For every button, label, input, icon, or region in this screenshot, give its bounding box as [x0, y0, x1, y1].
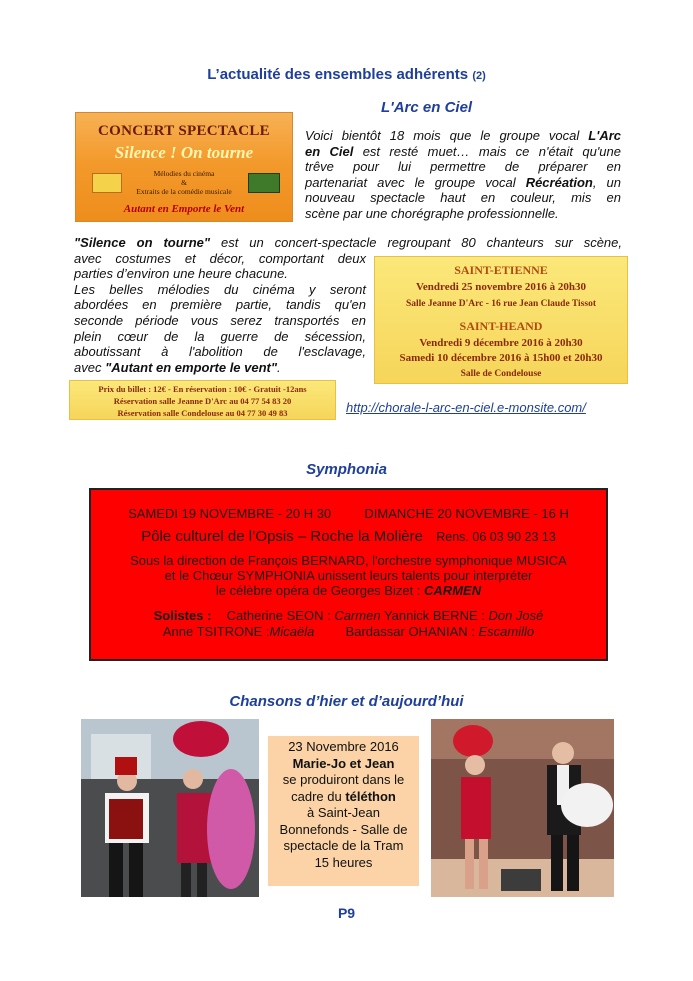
concert-poster	[75, 112, 293, 222]
info-line: à Saint-Jean	[307, 805, 380, 820]
symphonia-description	[91, 553, 606, 598]
venue-2: Salle de Condelouse	[460, 369, 542, 379]
solistes-line-1: Solistes : Catherine SEON : Carmen Yannick BERNE : Don José	[153, 608, 544, 623]
venue-1: Salle Jeanne D'Arc - 16 rue Jean Claude Tissot	[405, 299, 596, 309]
page-title	[0, 66, 693, 83]
intro-line: partenariat avec le groupe vocal Récréation, un	[305, 174, 621, 190]
intro-line: trêve pour lui permettre de préparer en	[305, 159, 621, 175]
rens-phone: Rens. 06 03 90 23 13	[436, 530, 556, 544]
body-paragraph	[74, 251, 366, 376]
intro-line: Voici bientôt 18 mois que le groupe vocal L'Arc	[305, 128, 621, 143]
desc-line: Sous la direction de François BERNARD, l'orchestre symphonique MUSICA	[130, 553, 567, 568]
poster-line-3: Extraits de la comédie musicale	[136, 187, 232, 196]
date-3: Samedi 10 décembre 2016 à 15h00 et 20h30	[399, 352, 603, 364]
page-title-suffix: (2)	[472, 70, 486, 82]
body-line: avec costumes et décor, comportant deux	[74, 250, 366, 266]
poster-headline: CONCERT SPECTACLE	[98, 123, 270, 139]
chansons-info-box	[268, 736, 419, 886]
solistes	[91, 608, 606, 640]
info-line: Bonnefonds - Salle de	[279, 821, 408, 837]
body-line: avec "Autant en emporte le vent".	[74, 359, 281, 375]
intro-line: nouveau spectacle haut en couleur, mis en	[305, 190, 621, 206]
body-line: plein cœur de la guerre de sécession,	[74, 328, 366, 344]
body-line: abordées en première partie, tandis qu'en	[74, 297, 366, 313]
poster-bottom: Autant en Emporte le Vent	[123, 203, 245, 215]
performance-photo-left	[81, 719, 259, 897]
intro-line: scène par une chorégraphe professionnelle.	[305, 205, 559, 221]
opera-name: CARMEN	[424, 583, 482, 598]
city-1: SAINT-ETIENNE	[454, 263, 548, 277]
info-line: 15 heures	[314, 854, 373, 870]
chorale-website-link[interactable]: http://chorale-l-arc-en-ciel.e-monsite.com/	[346, 400, 586, 415]
arc-intro-paragraph	[305, 128, 621, 222]
poster-line-1: Mélodies du cinéma	[153, 169, 215, 178]
venue-row	[91, 528, 606, 545]
poster-lines	[76, 169, 292, 196]
event-date: 23 Novembre 2016	[288, 739, 399, 754]
poster-subtitle: Silence ! On tourne	[114, 143, 254, 162]
date-2: Vendredi 9 décembre 2016 à 20h30	[419, 337, 583, 349]
info-line: cadre du téléthon	[291, 788, 396, 804]
reservation-line-1: Réservation salle Jeanne D'Arc au 04 77 54 83 20	[113, 396, 292, 406]
city-2: SAINT-HEAND	[459, 319, 543, 333]
symphonia-box	[89, 488, 608, 661]
info-line: spectacle de la Tram	[283, 838, 404, 853]
body-line: Les belles mélodies du cinéma y seront	[74, 281, 366, 297]
price-line: Prix du billet : 12€ - En réservation : 10€ - Gratuit -12ans	[98, 384, 307, 394]
body-line: parties d’environ une heure chacune.	[74, 266, 288, 282]
info-line: se produiront dans le	[282, 772, 405, 787]
date-1: Vendredi 25 novembre 2016 à 20h30	[415, 281, 586, 293]
page-number: P9	[337, 905, 356, 921]
date-right: DIMANCHE 20 NOVEMBRE - 16 H	[364, 506, 569, 521]
poster-line-2: &	[181, 178, 187, 187]
body-line: aboutissant à l'abolition de l'esclavage,	[74, 344, 366, 360]
performance-photo-right	[431, 719, 614, 897]
body-first-line: "Silence on tourne" est un concert-spectacle regroupant 80 chanteurs sur scène,	[74, 235, 622, 250]
chansons-title: Chansons d’hier et d’aujourd’hui	[229, 693, 464, 710]
performer-names: Marie-Jo et Jean	[292, 755, 395, 771]
arc-en-ciel-title: L'Arc en Ciel	[381, 99, 473, 116]
desc-line: le célèbre opéra de Georges Bizet : CARMEN	[215, 583, 482, 598]
concert-dates	[91, 506, 606, 521]
reservation-line-2: Réservation salle Condelouse au 04 77 30 49 83	[117, 408, 288, 418]
page-title-main: L’actualité des ensembles adhérents	[207, 66, 469, 83]
venue: Pôle culturel de l’Opsis – Roche la Molière	[141, 528, 423, 545]
date-left: SAMEDI 19 NOVEMBRE - 20 H 30	[128, 506, 332, 521]
desc-line: et le Chœur SYMPHONIA unissent leurs talents pour interpréter	[164, 568, 533, 583]
solistes-line-2: Anne TSITRONE :Micaëla Bardassar OHANIAN : Escamillo	[162, 624, 535, 639]
intro-line: en Ciel est resté muet… mais ce n'était qu'une	[305, 143, 621, 159]
body-line: seconde période vous serez transportés en	[74, 312, 366, 328]
dates-box	[374, 256, 628, 384]
price-box	[69, 380, 336, 420]
symphonia-title: Symphonia	[306, 461, 387, 478]
solistes-label: Solistes :	[153, 608, 212, 623]
